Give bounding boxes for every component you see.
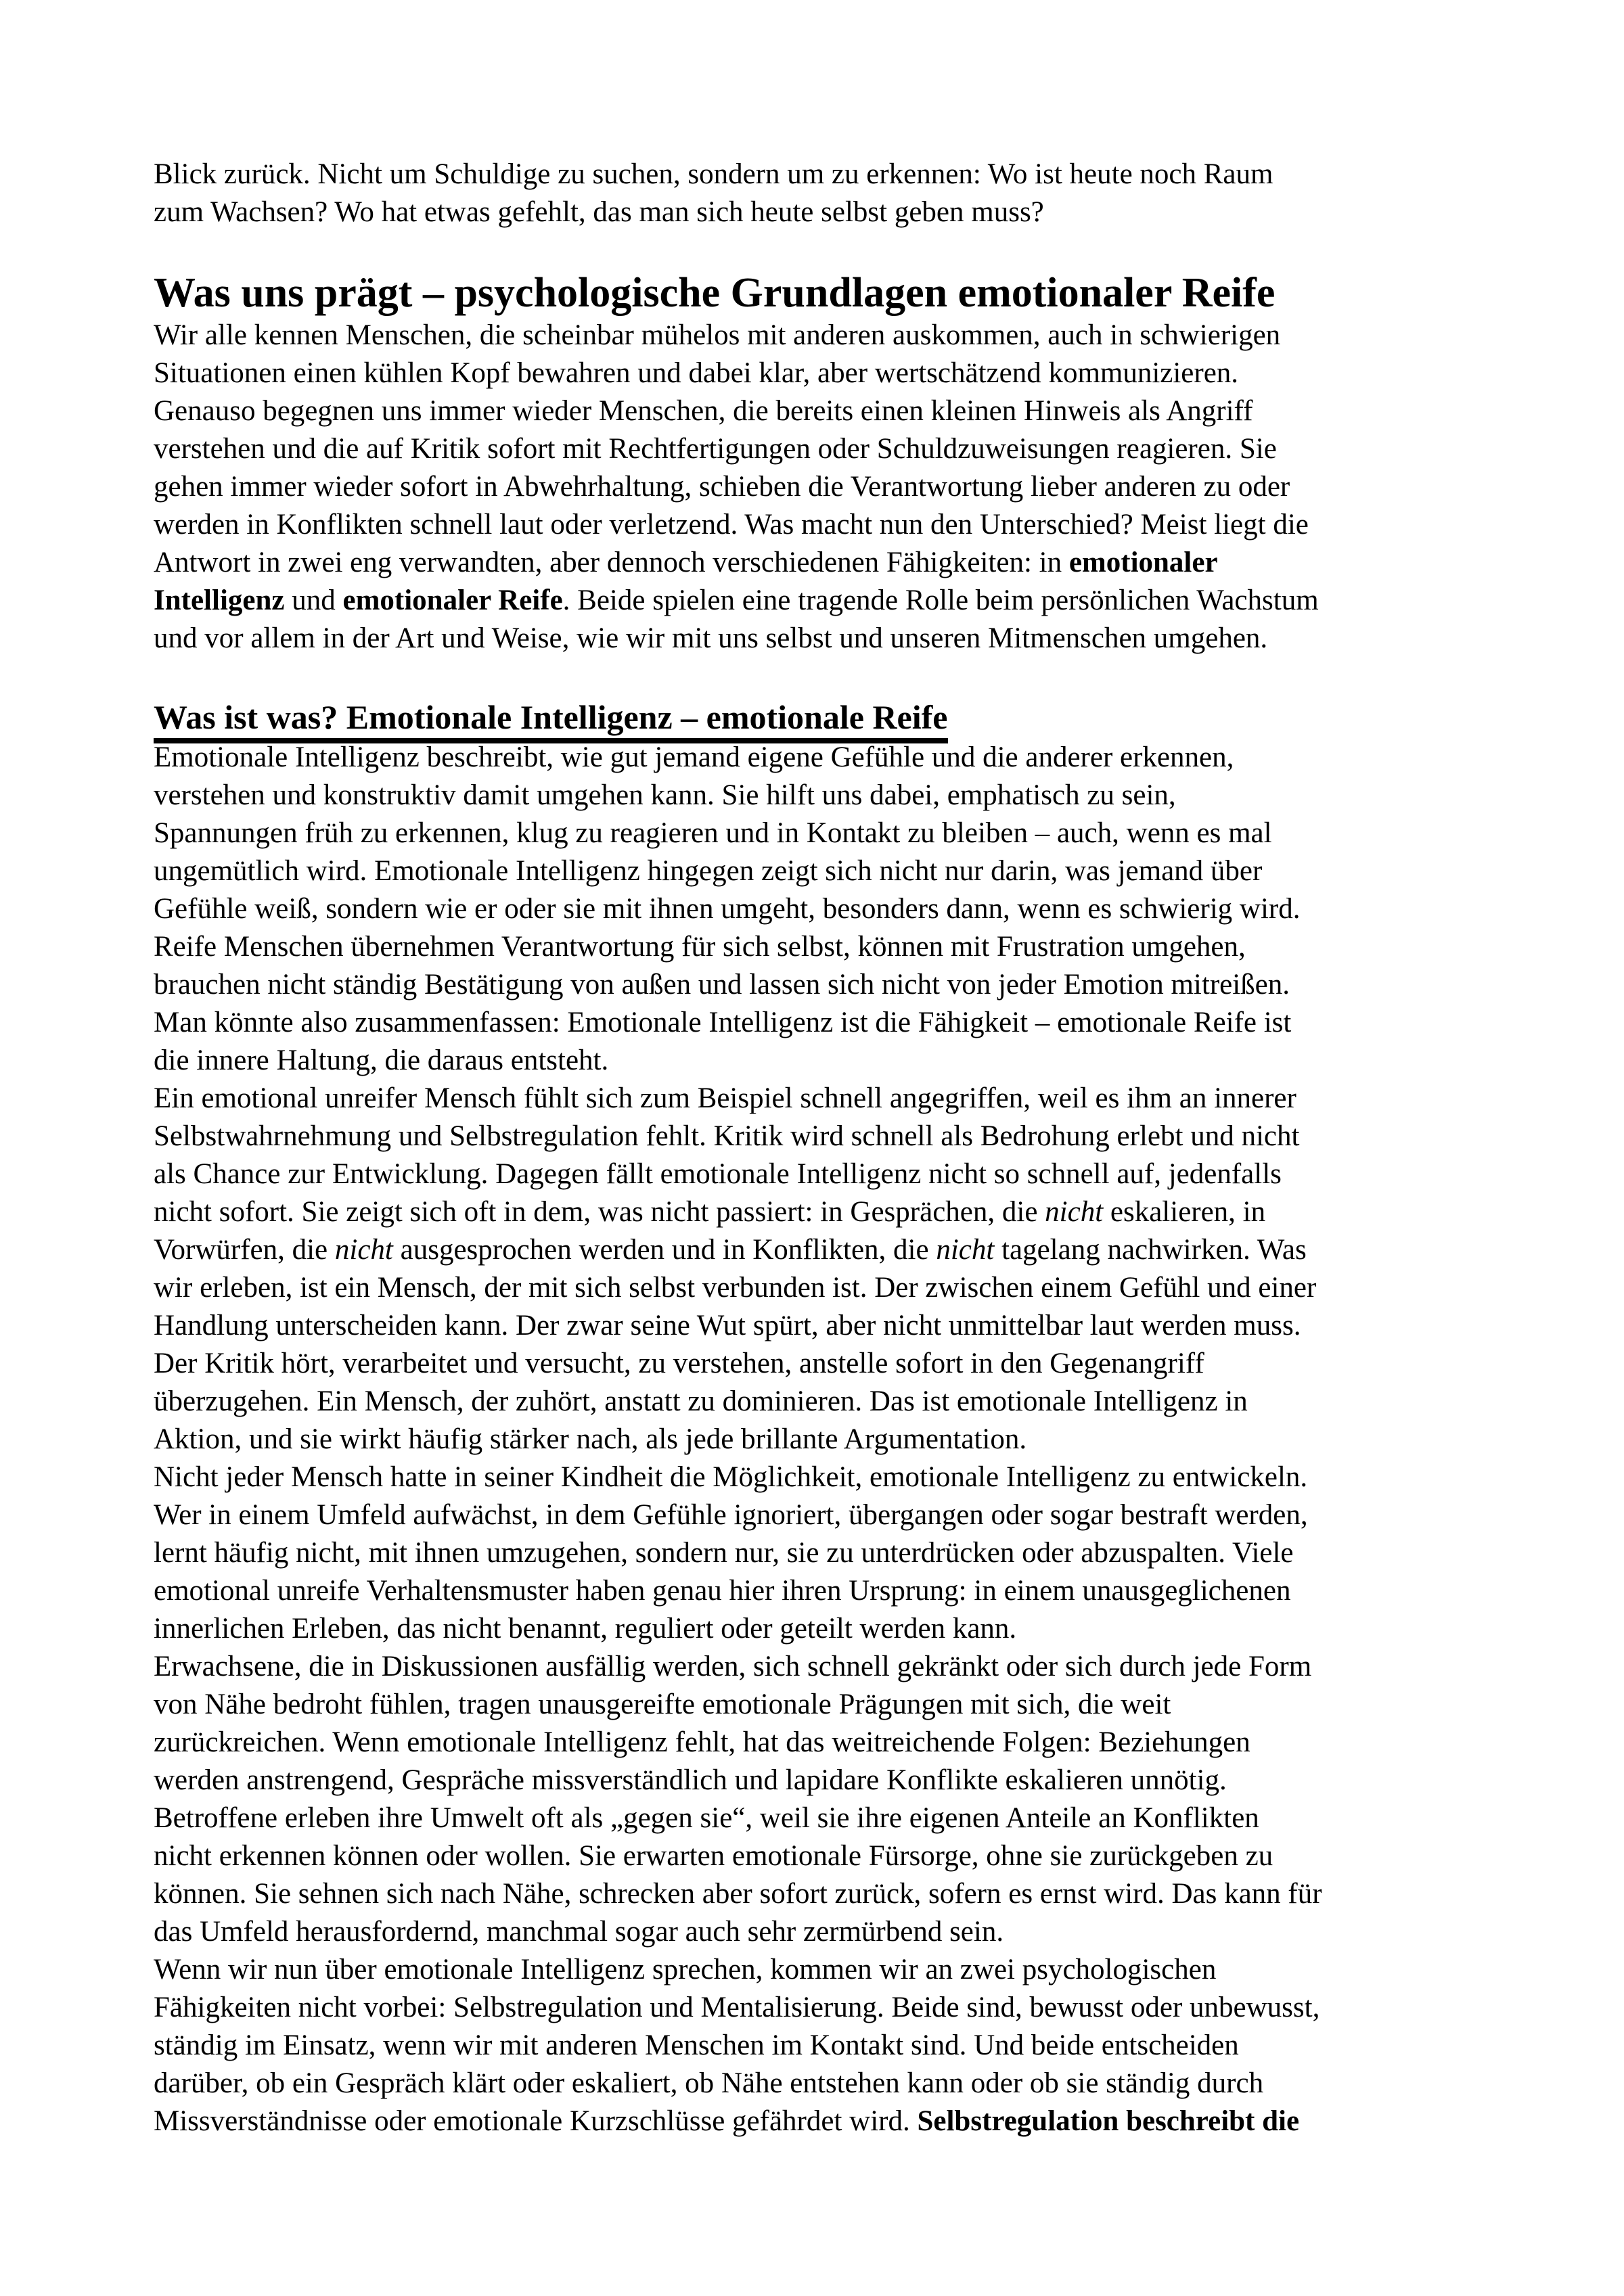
text-run: zurückreichen. Wenn emotionale Intelligenz fehlt, hat das weitreichende Folgen: Beziehungen [154, 1726, 1250, 1758]
text-run: nicht [936, 1234, 995, 1266]
text-line [154, 156, 1497, 193]
text-run: nicht [334, 1234, 393, 1266]
text-run: überzugehen. Ein Mensch, der zuhört, anstatt zu dominieren. Das ist emotionale Intelligenz in [154, 1385, 1248, 1417]
text-line [154, 2103, 1497, 2140]
text-run: lernt häufig nicht, mit ihnen umzugehen, sondern nur, sie zu unterdrücken oder abzuspalten. Viele [154, 1537, 1294, 1569]
text-line [154, 814, 1497, 852]
text-run: wir erleben, ist ein Mensch, der mit sich selbst verbunden ist. Der zwischen einem Gefühl und einer [154, 1272, 1317, 1304]
text-run: . Beide spielen eine tragende Rolle beim persönlichen Wachstum [562, 584, 1319, 616]
text-line [154, 739, 1497, 777]
text-run: als Chance zur Entwicklung. Dagegen fällt emotionale Intelligenz nicht so schnell auf, jedenfalls [154, 1158, 1282, 1190]
text-line [154, 1610, 1497, 1648]
text-run: Situationen einen kühlen Kopf bewahren und dabei klar, aber wertschätzend kommunizieren. [154, 357, 1239, 389]
text-run: verstehen und konstruktiv damit umgehen kann. Sie hilft uns dabei, emphatisch zu sein, [154, 779, 1176, 811]
text-run: Wer in einem Umfeld aufwächst, in dem Gefühle ignoriert, übergangen oder sogar bestraft werden, [154, 1499, 1308, 1531]
text-line [154, 1724, 1497, 1762]
text-run: Vorwürfen, die [154, 1234, 335, 1266]
text-line [154, 1042, 1497, 1080]
text-line [154, 2027, 1497, 2065]
text-run: Wenn wir nun über emotionale Intelligenz sprechen, kommen wir an zwei psychologischen [154, 1954, 1217, 1985]
text-line [154, 1875, 1497, 1913]
text-run: und [284, 584, 343, 616]
text-run: Emotionale Intelligenz beschreibt, wie gut jemand eigene Gefühle und die anderer erkennen, [154, 741, 1234, 773]
text-line [154, 1686, 1497, 1724]
text-run: die innere Haltung, die daraus entsteht. [154, 1044, 609, 1076]
text-run: Wir alle kennen Menschen, die scheinbar mühelos mit anderen auskommen, auch in schwierigen [154, 319, 1281, 351]
text-run: Ein emotional unreifer Mensch fühlt sich zum Beispiel schnell angegriffen, weil es ihm an innerer [154, 1082, 1296, 1114]
text-run: emotionaler Reife [342, 584, 563, 616]
text-line [154, 1572, 1497, 1610]
text-run: emotionaler [1068, 547, 1218, 578]
text-run: Blick zurück. Nicht um Schuldige zu suchen, sondern um zu erkennen: Wo ist heute noch Raum [154, 158, 1273, 190]
heading-2-underlined-text [154, 698, 948, 743]
text-line [154, 1345, 1497, 1383]
heading-1 [154, 269, 1497, 317]
text-run: Erwachsene, die in Diskussionen ausfällig werden, sich schnell gekränkt oder sich durch jede Form [154, 1651, 1312, 1682]
text-line [154, 928, 1497, 966]
text-line [154, 1118, 1497, 1155]
text-line [154, 354, 1497, 392]
text-run: Man könnte also zusammenfassen: Emotionale Intelligenz ist die Fähigkeit – emotionale Reife ist [154, 1007, 1292, 1038]
text-line [154, 1799, 1497, 1837]
text-run: Selbstregulation beschreibt die [917, 2105, 1300, 2137]
text-line [154, 317, 1497, 354]
text-line [154, 582, 1497, 620]
text-run: das Umfeld herausfordernd, manchmal sogar auch sehr zermürbend sein. [154, 1916, 1004, 1948]
text-run: eskalieren, in [1103, 1196, 1266, 1228]
text-run: gehen immer wieder sofort in Abwehrhaltung, schieben die Verantwortung lieber anderen zu oder [154, 471, 1290, 503]
text-line [154, 1269, 1497, 1307]
text-run: nicht [1045, 1196, 1104, 1228]
text-run: nicht erkennen können oder wollen. Sie erwarten emotionale Fürsorge, ohne sie zurückgeben zu [154, 1840, 1273, 1872]
text-run: Aktion, und sie wirkt häufig stärker nach, als jede brillante Argumentation. [154, 1423, 1027, 1455]
text-run: ausgesprochen werden und in Konflikten, die [392, 1234, 937, 1266]
text-line [154, 430, 1497, 468]
text-line [154, 1307, 1497, 1345]
text-run: ständig im Einsatz, wenn wir mit anderen Menschen im Kontakt sind. Und beide entscheiden [154, 2029, 1239, 2061]
text-line [154, 1989, 1497, 2027]
text-run: Was uns prägt – psychologische Grundlagen emotionaler Reife [154, 270, 1276, 316]
text-run: emotional unreife Verhaltensmuster haben genau hier ihren Ursprung: in einem unausgeglichenen [154, 1575, 1291, 1607]
text-line [154, 544, 1497, 582]
text-line [154, 1496, 1497, 1534]
heading-2 [154, 695, 1497, 739]
text-line [154, 1231, 1497, 1269]
text-run: von Nähe bedroht fühlen, tragen unausgereifte emotionale Prägungen mit sich, die weit [154, 1689, 1171, 1720]
text-run: ungemütlich wird. Emotionale Intelligenz hingegen zeigt sich nicht nur darin, was jemand über [154, 855, 1263, 887]
text-line [154, 890, 1497, 928]
text-line [154, 392, 1497, 430]
text-run: Handlung unterscheiden kann. Der zwar seine Wut spürt, aber nicht unmittelbar laut werden muss. [154, 1310, 1301, 1341]
text-run: Intelligenz [154, 584, 285, 616]
text-line [154, 1913, 1497, 1951]
text-run: können. Sie sehnen sich nach Nähe, schrecken aber sofort zurück, sofern es ernst wird. Das kann für [154, 1878, 1322, 1910]
text-line [154, 1421, 1497, 1459]
text-line [154, 1004, 1497, 1042]
text-line [154, 966, 1497, 1004]
text-run: verstehen und die auf Kritik sofort mit Rechtfertigungen oder Schuldzuweisungen reagieren. Sie [154, 433, 1277, 465]
text-run: innerlichen Erleben, das nicht benannt, reguliert oder geteilt werden kann. [154, 1613, 1017, 1645]
text-run: Antwort in zwei eng verwandten, aber dennoch verschiedenen Fähigkeiten: in [154, 547, 1069, 578]
text-run: Fähigkeiten nicht vorbei: Selbstregulation und Mentalisierung. Beide sind, bewusst oder unbewusst, [154, 1992, 1320, 2023]
text-run: Nicht jeder Mensch hatte in seiner Kindheit die Möglichkeit, emotionale Intelligenz zu entwickeln. [154, 1461, 1308, 1493]
text-run: werden anstrengend, Gespräche missverständlich und lapidare Konflikte eskalieren unnötig. [154, 1764, 1227, 1796]
text-run: zum Wachsen? Wo hat etwas gefehlt, das man sich heute selbst geben muss? [154, 196, 1044, 228]
text-run: Der Kritik hört, verarbeitet und versucht, zu verstehen, anstelle sofort in den Gegenangriff [154, 1348, 1204, 1379]
paragraph-0 [154, 156, 1497, 231]
text-run: Gefühle weiß, sondern wie er oder sie mit ihnen umgeht, besonders dann, wenn es schwierig wird. [154, 893, 1301, 925]
text-line [154, 2065, 1497, 2103]
text-run: tagelang nachwirken. Was [994, 1234, 1307, 1266]
text-line [154, 1534, 1497, 1572]
text-run: Genauso begegnen uns immer wieder Menschen, die bereits einen kleinen Hinweis als Angriff [154, 395, 1253, 427]
text-run: nicht sofort. Sie zeigt sich oft in dem, was nicht passiert: in Gesprächen, die [154, 1196, 1045, 1228]
text-line [154, 1648, 1497, 1686]
text-line [154, 1155, 1497, 1193]
paragraph-3 [154, 317, 1497, 658]
text-line [154, 1837, 1497, 1875]
text-line [154, 1762, 1497, 1799]
blank-line [154, 231, 1497, 269]
text-line [154, 1459, 1497, 1496]
text-line [154, 468, 1497, 506]
document-body [154, 156, 1497, 2140]
blank-line [154, 658, 1497, 695]
paragraph-6 [154, 739, 1497, 2140]
text-run: brauchen nicht ständig Bestätigung von außen und lassen sich nicht von jeder Emotion mitreißen. [154, 969, 1290, 1001]
text-line [154, 1383, 1497, 1421]
text-run: Was ist was? Emotionale Intelligenz – emotionale Reife [154, 698, 948, 736]
text-run: Betroffene erleben ihre Umwelt oft als „gegen sie“, weil sie ihre eigenen Anteile an Konflikten [154, 1802, 1259, 1834]
text-run: werden in Konflikten schnell laut oder verletzend. Was macht nun den Unterschied? Meist liegt die [154, 509, 1309, 541]
text-line [154, 1951, 1497, 1989]
text-line [154, 193, 1497, 231]
text-run: Spannungen früh zu erkennen, klug zu reagieren und in Kontakt zu bleiben – auch, wenn es mal [154, 817, 1272, 849]
text-run: Missverständnisse oder emotionale Kurzschlüsse gefährdet wird. [154, 2105, 918, 2137]
text-run: Reife Menschen übernehmen Verantwortung für sich selbst, können mit Frustration umgehen, [154, 931, 1246, 963]
text-line [154, 1193, 1497, 1231]
text-line [154, 1080, 1497, 1118]
text-line [154, 777, 1497, 814]
text-run: darüber, ob ein Gespräch klärt oder eskaliert, ob Nähe entstehen kann oder ob sie ständig durch [154, 2067, 1264, 2099]
text-line [154, 620, 1497, 658]
text-run: und vor allem in der Art und Weise, wie wir mit uns selbst und unseren Mitmenschen umgehen. [154, 622, 1268, 654]
text-run: Selbstwahrnehmung und Selbstregulation fehlt. Kritik wird schnell als Bedrohung erlebt und nicht [154, 1120, 1300, 1152]
text-line [154, 506, 1497, 544]
text-line [154, 852, 1497, 890]
